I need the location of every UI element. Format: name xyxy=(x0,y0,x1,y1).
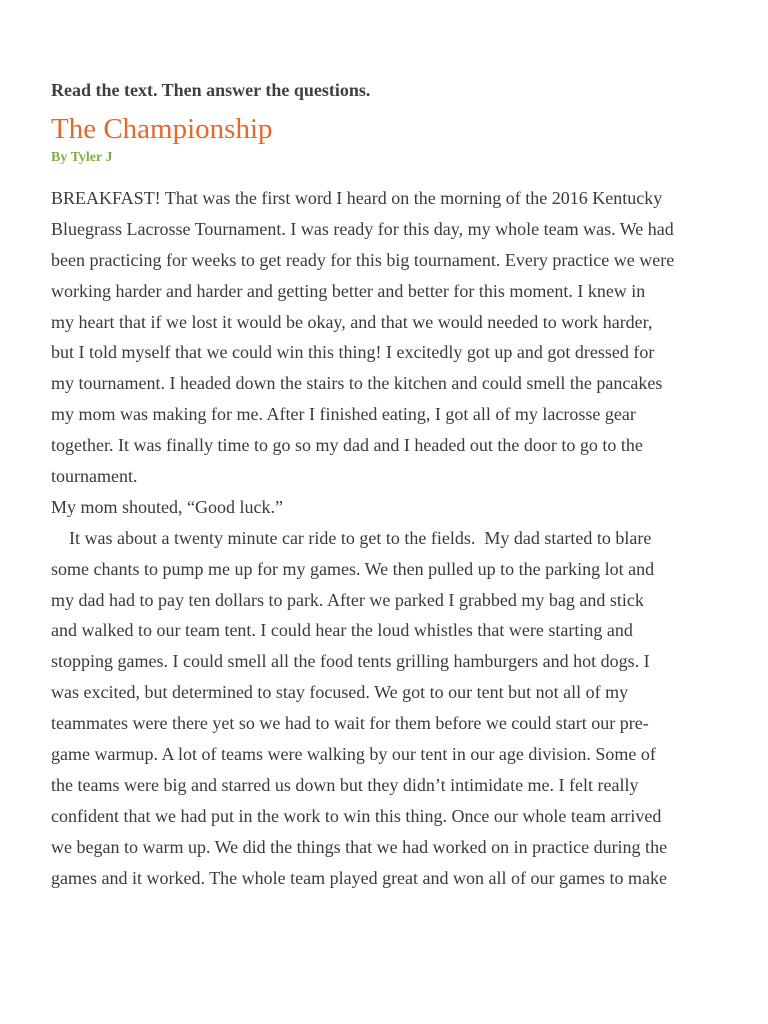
story-line: My mom shouted, “Good luck.” xyxy=(51,496,283,517)
story-line: together. It was finally time to go so my dad and I headed out the door to go to the xyxy=(51,435,643,456)
story-line: tournament. xyxy=(51,466,138,487)
story-title: The Championship xyxy=(51,113,273,145)
story-line: BREAKFAST! That was the first word I heard on the morning of the 2016 Kentucky xyxy=(51,188,663,208)
story-line: Bluegrass Lacrosse Tournament. I was ready for this day, my whole team was. We had xyxy=(51,218,674,239)
story-line: some chants to pump me up for my games. We then pulled up to the parking lot and xyxy=(51,558,655,579)
story-line: my mom was making for me. After I finished eating, I got all of my lacrosse gear xyxy=(51,404,636,425)
story-line: game warmup. A lot of teams were walking by our tent in our age division. Some of xyxy=(51,744,656,765)
story-line: working harder and harder and getting better and better for this moment. I knew in xyxy=(51,280,646,301)
story-line: It was about a twenty minute car ride to get to the fields. My dad started to blare xyxy=(51,527,652,548)
story-line: and walked to our team tent. I could hear the loud whistles that were starting and xyxy=(51,620,633,641)
story-line: my heart that if we lost it would be okay, and that we would needed to work harder, xyxy=(51,311,653,332)
author-byline: By Tyler J xyxy=(51,150,113,165)
story-line: been practicing for weeks to get ready for this big tournament. Every practice we were xyxy=(51,249,675,270)
story-line: was excited, but determined to stay focused. We got to our tent but not all of my xyxy=(51,682,629,703)
story-line: confident that we had put in the work to win this thing. Once our whole team arrived xyxy=(51,805,662,826)
story-body xyxy=(51,183,731,893)
story-line: teammates were there yet so we had to wait for them before we could start our pre- xyxy=(51,713,649,734)
story-line: the teams were big and starred us down but they didn’t intimidate me. I felt really xyxy=(51,774,639,795)
story-line: stopping games. I could smell all the food tents grilling hamburgers and hot dogs. I xyxy=(51,651,650,672)
story-line: my tournament. I headed down the stairs to the kitchen and could smell the pancakes xyxy=(51,373,663,394)
story-line: but I told myself that we could win this thing! I excitedly got up and got dressed for xyxy=(51,342,655,363)
instruction-heading: Read the text. Then answer the questions. xyxy=(51,80,371,100)
story-line: games and it worked. The whole team played great and won all of our games to make xyxy=(51,867,667,888)
story-line: my dad had to pay ten dollars to park. After we parked I grabbed my bag and stick xyxy=(51,589,644,610)
story-line: we began to warm up. We did the things that we had worked on in practice during the xyxy=(51,836,668,857)
